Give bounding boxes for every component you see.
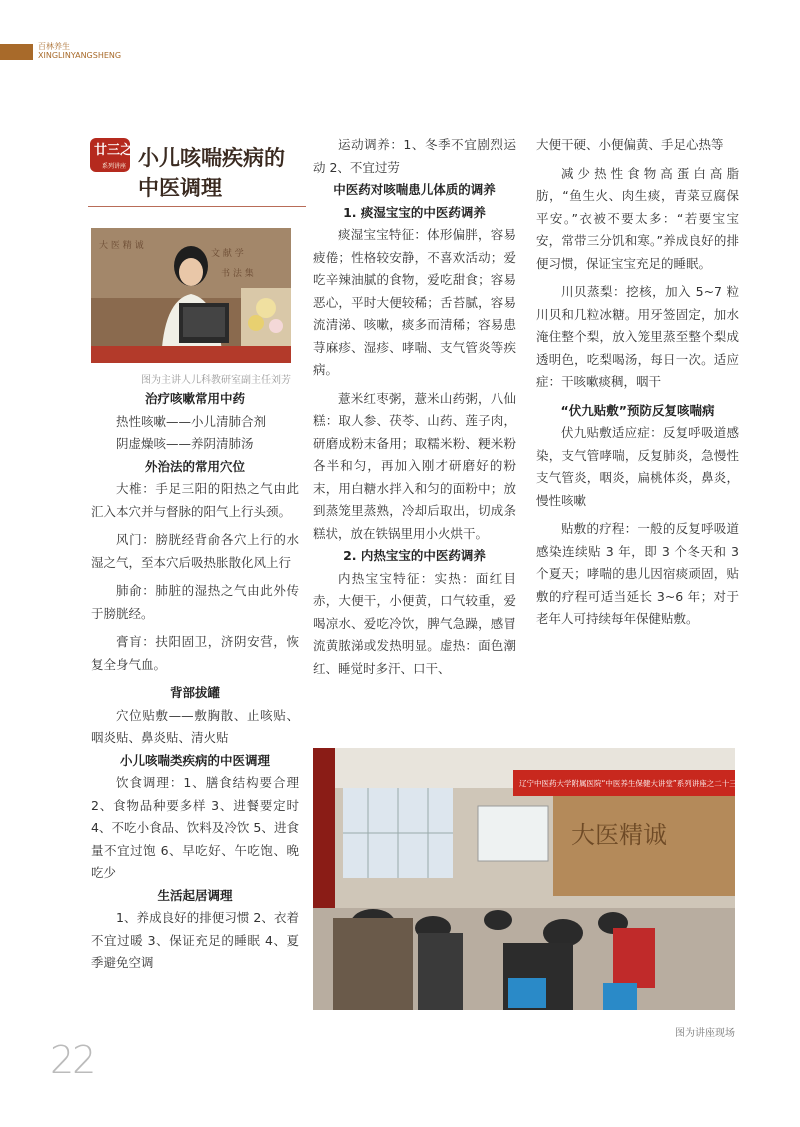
acupoint-dazhui: 大椎：手足三阳的阳热之气由此汇入本穴并与督脉的阳气上行头颈。 xyxy=(91,481,299,519)
series-badge-icon xyxy=(88,132,132,176)
sanfu-course: 贴敷的疗程：一般的反复呼吸道感染连续贴 3 年，即 3 个冬天和 3 个夏天；哮喘的患儿因宿痰顽固，贴敷的疗程可适当延长 3~6 年；对于老年人可持续每年保健贴敷。 xyxy=(536,521,739,626)
acupoint-feishu: 肺俞：肺脏的湿热之气由此外传于膀胱经。 xyxy=(91,583,299,621)
column-2 xyxy=(313,134,516,680)
acupoint-gaohuang: 膏肓：扶阳固卫，济阴安营，恢复全身气血。 xyxy=(91,634,299,672)
medicine-item: 热性咳嗽——小儿清肺合剂 xyxy=(116,413,267,429)
lifestyle-text: 1、养成良好的排便习惯 2、衣着不宜过暖 3、保证充足的睡眠 4、夏季避免空调 xyxy=(91,910,299,970)
heading-phlegm: 1. 痰湿宝宝的中医药调养 xyxy=(343,204,486,220)
photo2-caption: 图为讲座现场 xyxy=(675,1028,735,1039)
section-name-en: XINGLINYANGSHENG xyxy=(38,51,122,60)
title-divider xyxy=(88,206,306,207)
lecture-photo xyxy=(313,748,775,1010)
exercise-text: 运动调养：1、冬季不宜剧烈运动 2、不宜过劳 xyxy=(313,137,516,175)
svg-text:文 献 学: 文 献 学 xyxy=(211,249,244,259)
page-number: 22 xyxy=(50,1038,95,1082)
diet-text: 饮食调理：1、膳食结构要合理 2、食物品种要多样 3、进餐要定时 4、不吃小食品、饮料及冷饮 5、进食量不宜过饱 6、早吃好、午吃饱、晚吃少 xyxy=(91,775,299,880)
heading-acupoints: 外治法的常用穴位 xyxy=(144,458,245,474)
badge-text: 廿三之 xyxy=(94,143,134,158)
phlegm-recipe: 薏米红枣粥，薏米山药粥，八仙糕：取人参、茯苓、山药、莲子肉，研磨成粉末备用；取糯米粉、粳米粉各半和匀，再加入刚才研磨好的粉末，用白糖水拌入和匀的面粉中；放到蒸笼里蒸熟，冷却后取出，切成条糕状，放在铁锅里用小火烘干。 xyxy=(313,390,516,541)
heading-regulation: 小儿咳喘类疾病的中医调理 xyxy=(119,752,270,768)
svg-text:大 医 精 诚: 大 医 精 诚 xyxy=(99,241,144,251)
heading-cough-medicine: 治疗咳嗽常用中药 xyxy=(144,391,245,406)
heading-heat: 2. 内热宝宝的中医药调养 xyxy=(343,548,486,563)
cupping-text: 穴位贴敷——敷胸散、止咳贴、咽炎贴、鼻炎贴、清火贴 xyxy=(91,707,299,745)
section-name-cn: 百林养生 xyxy=(38,42,70,51)
banner-text: 辽宁中医药大学附属医院“中医养生保健大讲堂”系列讲座之二十三“小儿咳喘” xyxy=(519,779,775,788)
presenter-photo xyxy=(91,228,291,363)
article-title-block xyxy=(88,128,306,208)
heat-traits: 内热宝宝特征：实热：面红目赤，大便干，小便黄，口气较重，爱喝凉水、爱吃冷饮，脾气急躁，感冒流黄脓涕或发热明显。虚热：面色潮红、睡觉时多汗、口干、 xyxy=(313,570,516,676)
article-title-line1: 小儿咳喘疾病的 xyxy=(138,145,285,170)
heading-constitution: 中医药对咳喘患儿体质的调养 xyxy=(333,182,496,197)
photo1-caption: 图为主讲人儿科教研室副主任刘芳 xyxy=(141,375,291,386)
heading-lifestyle: 生活起居调理 xyxy=(157,887,233,903)
svg-text:书 法 集: 书 法 集 xyxy=(221,269,254,279)
badge-subtext: 系列讲座 xyxy=(102,163,127,170)
medicine-item: 阴虚燥咳——养阴清肺汤 xyxy=(116,436,254,451)
wall-calligraphy: 大医精诚 xyxy=(571,821,667,849)
section-color-bar xyxy=(0,44,33,60)
article-title-line2: 中医调理 xyxy=(138,175,222,200)
heading-cupping: 背部拔罐 xyxy=(169,685,220,700)
pear-recipe: 川贝蒸梨：挖核，加入 5~7 粒川贝和几粒冰糖。用牙签固定，加水淹住整个梨，放入笼里蒸至整个梨成透明色，吃梨喝汤，每日一次。适应症：干咳嗽痰稠，咽干 xyxy=(536,284,739,389)
heat-traits-continued: 大便干硬、小便偏黄、手足心热等 xyxy=(536,137,724,152)
sanfu-indications: 伏九贴敷适应症：反复呼吸道感染，支气管哮喘，反复肺炎，急慢性支气管炎，咽炎，扁桃体炎，鼻炎，慢性咳嗽 xyxy=(536,425,739,508)
column-3 xyxy=(536,134,739,631)
section-header xyxy=(38,42,121,60)
acupoint-fengmen: 风门：膀胱经背俞各穴上行的水湿之气，至本穴后吸热胀散化风上行 xyxy=(91,532,299,570)
phlegm-traits: 痰湿宝宝特征：体形偏胖，容易疲倦；性格较安静，不喜欢活动；爱吃辛辣油腻的食物，爱吃甜食；容易恶心，平时大便较稀；舌苔腻，容易流清涕、咳嗽，痰多而清稀；容易患荨麻疹、湿疹、哮喘、支气管炎等疾病。 xyxy=(313,227,516,377)
heat-advice: 减少热性食物高蛋白高脂肪，“鱼生火、肉生痰，青菜豆腐保平安。”衣被不要太多：“若要宝宝安，常带三分饥和寒。”养成良好的排便习惯，保证宝宝充足的睡眠。 xyxy=(536,165,739,271)
heading-sanfu: “伏九贴敷”预防反复咳喘病 xyxy=(560,402,715,418)
column-1 xyxy=(91,388,299,975)
